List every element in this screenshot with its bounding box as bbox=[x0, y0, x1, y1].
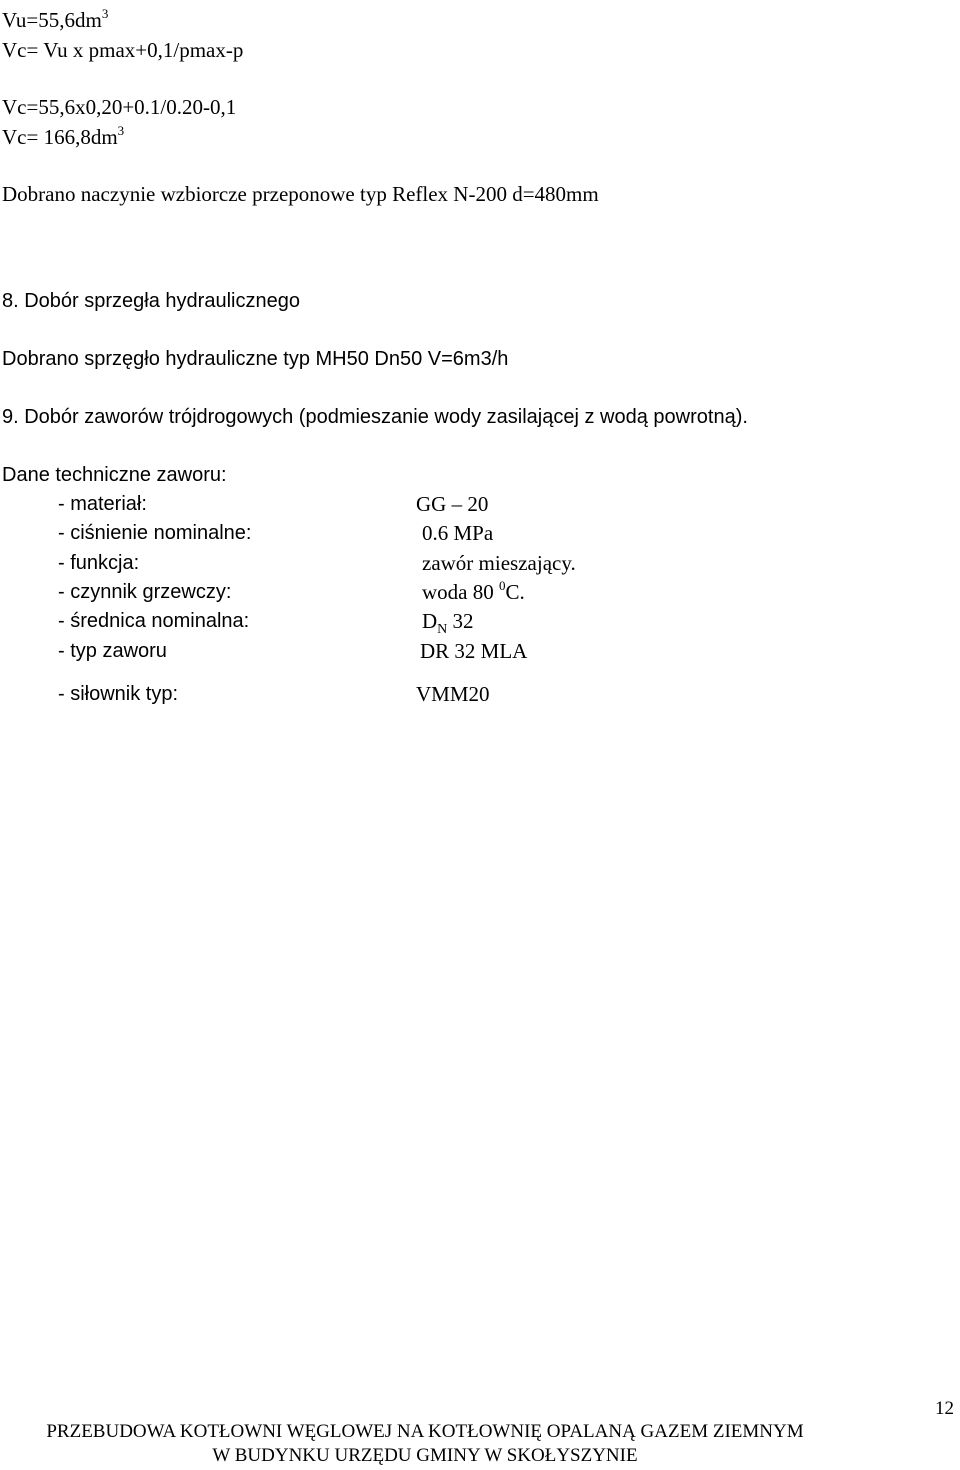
vu-exponent: 3 bbox=[101, 6, 109, 21]
vc-result-exponent: 3 bbox=[117, 123, 125, 138]
spec-value-medium bbox=[422, 578, 525, 604]
spec-value-diameter-symbol: D bbox=[422, 609, 438, 633]
vu-text: Vu=55,6dm bbox=[2, 8, 102, 32]
vc-formula: Vc= Vu x pmax+0,1/pmax-p bbox=[2, 38, 244, 62]
spec-label-valve-type: - typ zaworu bbox=[58, 640, 167, 662]
spec-value-diameter-subscript: N bbox=[437, 622, 448, 637]
spec-value-medium-degree: 0 bbox=[499, 578, 506, 593]
spec-value-medium-unit: C. bbox=[505, 580, 525, 604]
section-8-heading: 8. Dobór sprzegła hydraulicznego bbox=[2, 290, 300, 312]
footer-line-1: PRZEBUDOWA KOTŁOWNI WĘGLOWEJ NA KOTŁOWNIĘ OPALANĄ GAZEM ZIEMNYM bbox=[46, 1421, 804, 1442]
vu-value bbox=[2, 6, 109, 32]
spec-label-medium: - czynnik grzewczy: bbox=[58, 581, 232, 603]
spec-label-function: - funkcja: bbox=[58, 552, 140, 574]
spec-value-diameter-number: 32 bbox=[447, 609, 474, 633]
spec-value-material: GG – 20 bbox=[416, 492, 489, 516]
spec-value-medium-text: woda 80 bbox=[422, 580, 499, 604]
section-8-text: Dobrano sprzęgło hydrauliczne typ MH50 Dn50 V=6m3/h bbox=[2, 348, 509, 370]
spec-label-actuator: - siłownik typ: bbox=[58, 683, 179, 705]
spec-value-function: zawór mieszający. bbox=[422, 551, 576, 575]
spec-label-pressure: - ciśnienie nominalne: bbox=[58, 522, 252, 544]
spec-label-diameter: - średnica nominalna: bbox=[58, 610, 250, 632]
vc-numeric: Vc=55,6x0,20+0.1/0.20-0,1 bbox=[2, 95, 237, 119]
spec-value-actuator: VMM20 bbox=[416, 682, 490, 706]
vc-result-text: Vc= 166,8dm bbox=[2, 125, 118, 149]
spec-label-material: - materiał: bbox=[58, 493, 147, 515]
footer-line-2: W BUDYNKU URZĘDU GMINY W SKOŁYSZYNIE bbox=[212, 1445, 638, 1466]
vessel-selection: Dobrano naczynie wzbiorcze przeponowe typ Reflex N-200 d=480mm bbox=[2, 182, 599, 206]
valve-specs-intro: Dane techniczne zaworu: bbox=[2, 464, 227, 486]
spec-value-diameter bbox=[422, 609, 474, 637]
section-9-heading: 9. Dobór zaworów trójdrogowych (podmieszanie wody zasilającej z wodą powrotną). bbox=[2, 406, 748, 428]
page-number: 12 bbox=[935, 1398, 954, 1419]
spec-value-valve-type: DR 32 MLA bbox=[420, 639, 528, 663]
spec-value-pressure: 0.6 MPa bbox=[422, 521, 494, 545]
vc-result bbox=[2, 123, 125, 149]
